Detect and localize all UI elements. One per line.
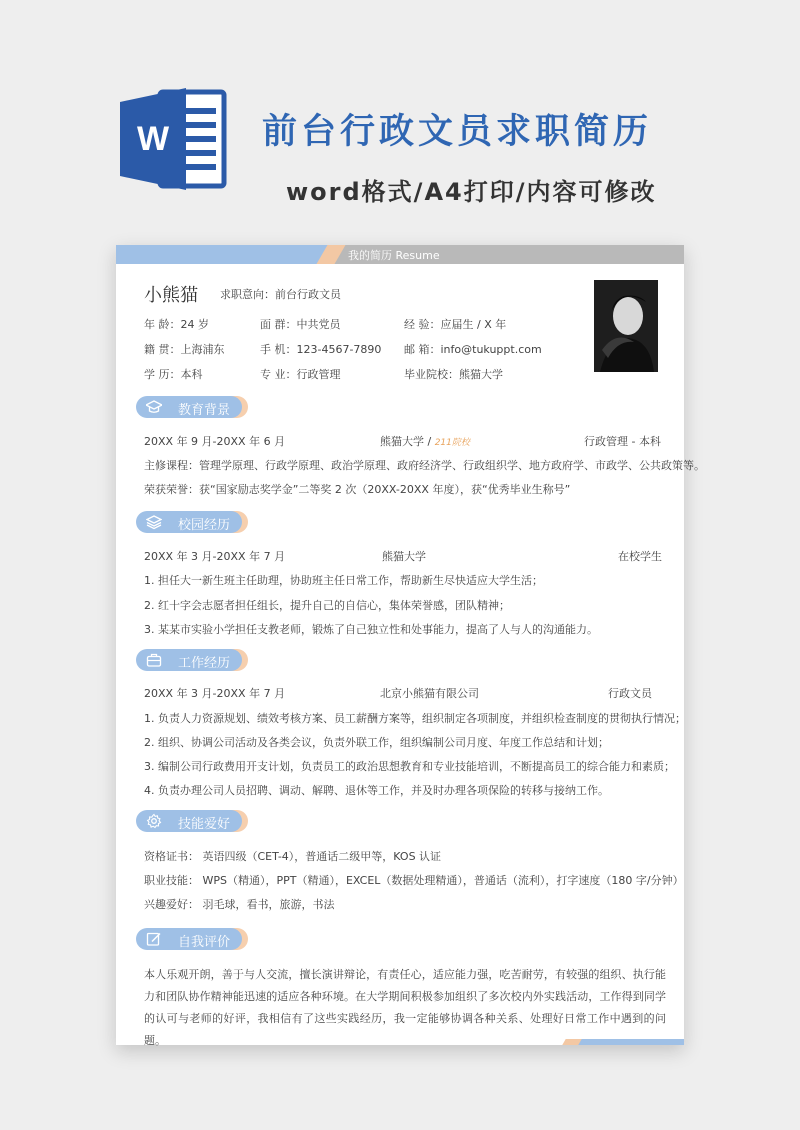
work-item: 4. 负责办理公司人员招聘、调动、解聘、退休等工作，并及时办理各项保险的转移与接纳工作。 — [144, 784, 609, 797]
topbar-accent-blue — [116, 245, 328, 264]
layers-icon — [146, 514, 162, 530]
campus-role: 在校学生 — [618, 550, 662, 563]
info-phone: 手 机：123-4567-7890 — [260, 343, 382, 356]
resume-header-label: 我的简历 Resume — [348, 249, 440, 262]
work-item: 1. 负责人力资源规划、绩效考核方案、员工薪酬方案等，组织制定各项制度，并组织检查制度的贯彻执行情况； — [144, 712, 686, 725]
work-role: 行政文员 — [608, 687, 652, 700]
gear-icon — [146, 813, 162, 829]
promo-title: 前台行政文员求职简历 — [262, 112, 653, 152]
section-self-eval — [136, 928, 248, 950]
section-self-eval-title: 自我评价 — [178, 935, 231, 950]
skills-cert: 资格证书： 英语四级（CET-4），普通话二级甲等，KOS 认证 — [144, 850, 442, 863]
section-campus-title: 校园经历 — [178, 518, 231, 533]
work-item: 2. 组织、协调公司活动及各类会议，负责外联工作，组织编制公司月度、年度工作总结和计划； — [144, 736, 609, 749]
section-work-title: 工作经历 — [178, 656, 231, 671]
info-degree: 学 历：本科 — [144, 368, 203, 381]
briefcase-icon — [146, 652, 162, 668]
work-item: 3. 编制公司行政费用开支计划，负责员工的政治思想教育和专业技能培训，不断提高员工的综合能力和素质； — [144, 760, 675, 773]
work-company: 北京小熊猫有限公司 — [380, 687, 479, 700]
section-education — [136, 396, 248, 418]
self-eval-paragraph: 本人乐观开朗，善于与人交流，擅长演讲辩论，有责任心，适应能力强，吃苦耐劳，有较强的组织、执行能力和团队协作精神能迅速的适应各种环境。在大学期间积极参加组织了多次校内外实践活动，工作得到同学的认可与老师的好评，我相信有了这些实践经历，我一定能够协调各种关系、处理好日常工作中遇到的问题。 — [144, 968, 666, 1047]
skills-tech: 职业技能： WPS（精通），PPT（精通），EXCEL（数据处理精通），普通话（流利），打字速度（180 字/分钟） — [144, 874, 684, 887]
profile-photo — [594, 280, 658, 372]
section-campus — [136, 511, 248, 533]
edu-honors: 荣获荣誉：获“国家励志奖学金”二等奖 2 次（20XX-20XX 年度），获“优秀毕业生称号” — [144, 483, 571, 496]
campus-item: 1. 担任大一新生班主任助理，协助班主任日常工作，帮助新生尽快适应大学生活； — [144, 574, 543, 587]
edu-tag: 211院校 — [434, 438, 470, 448]
info-origin: 籍 贯：上海浦东 — [144, 343, 225, 356]
section-work — [136, 649, 248, 671]
graduation-cap-icon — [146, 399, 162, 415]
footer-accent-blue — [574, 1039, 684, 1045]
edu-courses: 主修课程：管理学原理、行政学原理、政治学原理、政府经济学、行政组织学、地方政府学、市政学、公共政策等。 — [144, 459, 705, 472]
section-skills-title: 技能爱好 — [178, 817, 231, 832]
info-politics: 面 群：中共党员 — [260, 318, 341, 331]
section-skills — [136, 810, 248, 832]
section-education-title: 教育背景 — [178, 403, 231, 418]
campus-item: 2. 红十字会志愿者担任组长，提升自己的自信心，集体荣誉感，团队精神； — [144, 599, 510, 612]
candidate-name: 小熊猫 — [144, 285, 198, 306]
campus-org: 熊猫大学 — [382, 550, 426, 563]
info-email: 邮 箱：info@tukuppt.com — [404, 343, 542, 356]
promo-subtitle: word格式/A4打印/内容可修改 — [286, 178, 657, 206]
edu-period: 20XX 年 9 月-20XX 年 6 月 — [144, 435, 286, 448]
edu-degree: 行政管理 - 本科 — [584, 435, 661, 448]
word-logo-icon — [120, 86, 228, 192]
campus-item: 3. 某某市实验小学担任支教老师，锻炼了自己独立性和处事能力，提高了人与人的沟通能力。 — [144, 623, 598, 636]
edu-school: 熊猫大学 / 211院校 — [380, 435, 470, 448]
info-school: 毕业院校：熊猫大学 — [404, 368, 503, 381]
info-experience: 经 验：应届生 / X 年 — [404, 318, 507, 331]
word-logo-letter: W — [136, 120, 170, 158]
work-period: 20XX 年 3 月-20XX 年 7 月 — [144, 687, 286, 700]
skills-hobby: 兴趣爱好： 羽毛球，看书，旅游，书法 — [144, 898, 335, 911]
info-age: 年 龄：24 岁 — [144, 318, 209, 331]
edit-icon — [146, 931, 162, 947]
resume-sheet — [116, 245, 705, 1047]
info-major: 专 业：行政管理 — [260, 368, 341, 381]
campus-period: 20XX 年 3 月-20XX 年 7 月 — [144, 550, 286, 563]
job-intent: 求职意向：前台行政文员 — [220, 288, 341, 301]
